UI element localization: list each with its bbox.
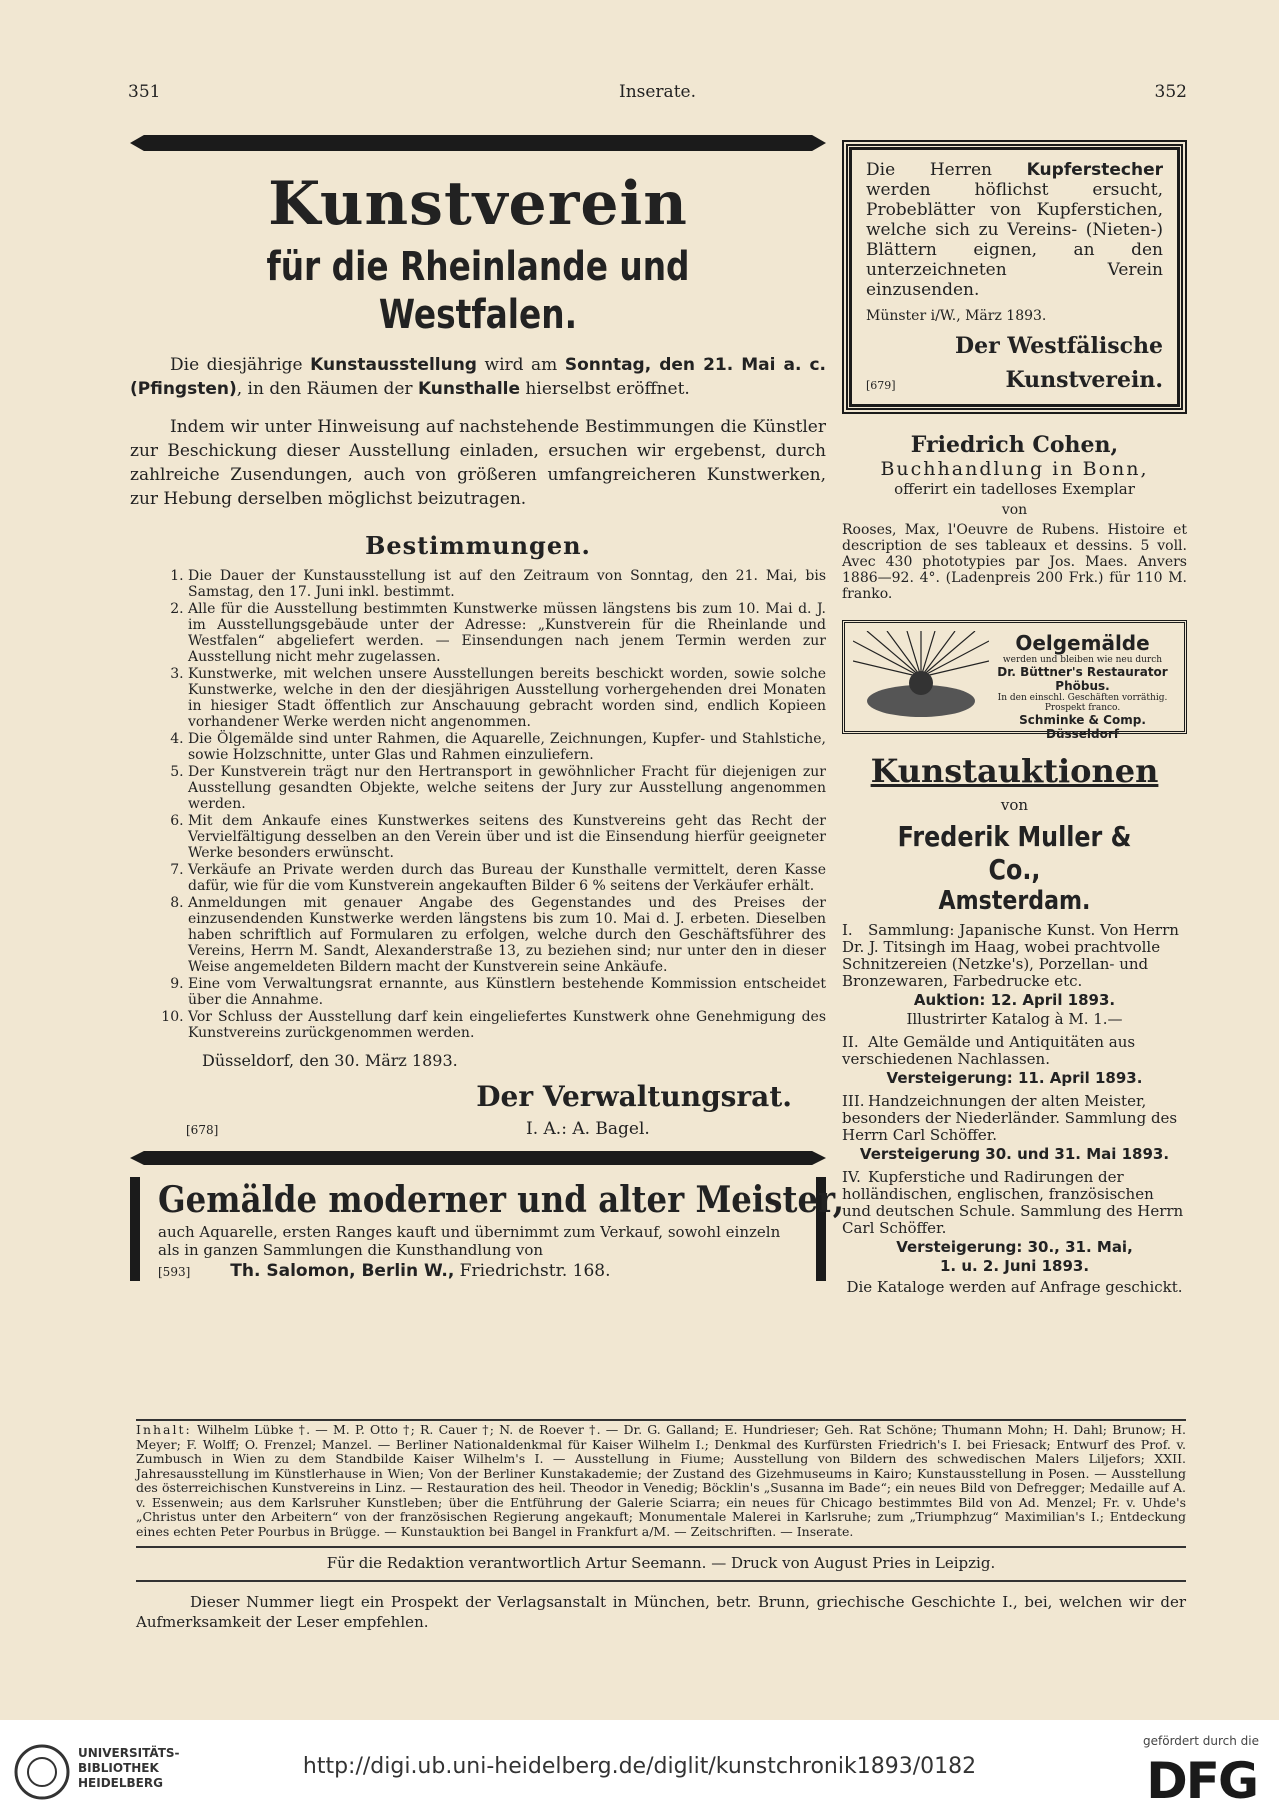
editorial-line: Für die Redaktion verantwortlich Artur Seemann. — Druck von August Pries in Leipzig. <box>326 1554 996 1572</box>
page-number-left: 351 <box>128 82 161 102</box>
meister-address: [593] Th. Salomon, Berlin W., Friedrichstr. 168. <box>158 1261 611 1281</box>
dfg-logo: DFG <box>1146 1752 1257 1810</box>
rule-middle <box>136 1546 1186 1548</box>
cohen-name: Friedrich Cohen, <box>910 432 1119 458</box>
list-item: 8. Anmeldungen mit genauer Angabe des Gegenstandes und des Preises der einzusendenden Kunstwerke werden längstens bis zum 10. Mai d. J. erbeten. Dieselben haben schriftlich auf Formularen zu erfolgen, welche durch den Geschäftsführer des Vereins, Herrn M. Sandt, Alexanderstraße 13, zu beziehen sind; nur unter den in dieser Weise angemeldeten Bildern macht der Kunstverein seine Ankäufe. <box>188 895 826 975</box>
rooses-entry: Rooses, Max, l'Oeuvre de Rubens. Histoire et description de ses tableaux et dessins. 5 voll. Avec 430 phototypies par Jos. Maes. Anvers 1886—92. 4°. (Ladenpreis 200 Frk.) für 110 M. franko. <box>842 522 1187 602</box>
oel-firm: Schminke & Comp. Düsseldorf <box>1019 713 1146 741</box>
meister-body: auch Aquarelle, ersten Ranges kauft und übernimmt zum Verkauf, sowohl einzeln als in ganzen Sammlungen die Kunsthandlung von <box>158 1223 781 1259</box>
oel-sub: werden und bleiben wie neu durch <box>1002 655 1163 665</box>
running-title: Inserate. <box>618 82 696 102</box>
cohen-subtitle: Buchhandlung in Bonn, <box>880 458 1149 480</box>
banner-rule-bottom <box>130 1151 826 1165</box>
signature-title: Der Verwaltungsrat. <box>476 1080 792 1113</box>
list-item: II. Alte Gemälde und Antiquitäten aus verschiedenen Nachlassen. Versteigerung: 11. April 1893. <box>842 1033 1143 1087</box>
page-number-right: 352 <box>1154 82 1187 102</box>
intro-paragraph: Die diesjährige Kunstausstellung wird am Sonntag, den 21. Mai a. c. (Pfingsten), in den Räumen der Kunsthalle hierselbst eröffnet. <box>130 355 826 399</box>
sunburst-illustration <box>853 631 989 723</box>
contents-block: Inhalt: Wilhelm Lübke †. — M. P. Otto †; R. Cauer †; N. de Roever †. — Dr. G. Galland; E. Hundrieser; Geh. Rat Schöne; Thumann Mohn; H. Dahl; Brunow; H. Meyer; F. Wolff; O. Frenzel; Manzel. — Berliner Nationaldenkmal für Kaiser Wilhelm I.; Denkmal des Kurfürsten Friedrich's I. bei Friesack; Entwurf des Prof. v. Zumbusch in Wien zu dem Standbilde Kaiser Wilhelm's I. — Ausstellung in Fiume; Ausstellung von Bildern des schwedischen Malers Liljefors; XXII. Jahresausstellung im Künstlerhause in Wien; Von der Berliner Kunstakademie; der Zustand des Gizehmuseums in Kairo; Kunstausstellung in Posen. — Ausstellung des österreichischen Kunstvereins in Linz. — Restauration des heil. Theodor in Venedig; Böcklin's „Susanna im Bade“; ein neues Bild von Defregger; Medaille auf A. v. Essenwein; aus dem Karlsruher Kunstleben; über die Entführung der Galerie Sciarra; ein neues für Chicago bestimmtes Bild von Ad. Menzel; Fr. v. Uhde's „Christus unter den Arbeitern“ von der französischen Regierung angekauft; Monumentale Malerei in Karlsruhe; zum „Triumphzug“ Maximilian's I.; Entdeckung eines echten Peter Pourbus in Brügge. — Kunstauktion bei Bangel in Frankfurt a/M. — Zeitschriften. — Inserate. <box>136 1422 1186 1539</box>
rules-list <box>130 568 826 1041</box>
catalog-note: Die Kataloge werden auf Anfrage geschickt. <box>846 1278 1183 1296</box>
list-item: 2. Alle für die Ausstellung bestimmten Kunstwerke müssen längstens bis zum 10. Mai d. J. im Ausstellungsgebäude unter der Adresse: „Kunstverein für die Rheinlande und Westfalen“ abgeliefert werden. — Einsendungen nach jenem Termin werden zur Ausstellung nicht mehr zugelassen. <box>188 601 826 665</box>
oel-text <box>989 631 1176 741</box>
cohen-von: von <box>1001 502 1028 518</box>
meister-title: Gemälde moderner und alter Meister, <box>158 1179 845 1221</box>
running-header <box>128 82 1187 106</box>
source-url-link[interactable]: http://digi.ub.uni-heidelberg.de/diglit/kunstchronik1893/0182 <box>302 1754 977 1779</box>
list-item: 10. Vor Schluss der Ausstellung darf kein eingeliefertes Kunstwerk ohne Genehmigung des Kunstvereins zurückgenommen werden. <box>188 1009 826 1041</box>
list-item: 4. Die Ölgemälde sind unter Rahmen, die Aquarelle, Zeichnungen, Kupfer- und Stahlstiche, sowie Holzschnitte, unter Glas und Rahmen einzuliefern. <box>188 731 826 763</box>
ad-reference: [678] <box>186 1123 219 1137</box>
ka-title: Kunstauktionen <box>870 752 1159 790</box>
rule-bottom <box>136 1580 1186 1582</box>
supplement-note: Dieser Nummer liegt ein Prospekt der Verlagsanstalt in München, betr. Brunn, griechische Geschichte I., bei, welchen wir der Aufmerksamkeit der Leser empfehlen. <box>136 1593 1186 1631</box>
list-item: IV. Kupferstiche und Radirungen der holländischen, englischen, französischen und deutschen Schule. Sammlung des Herrn Carl Schöffer. Versteigerung: 30., 31. Mai, 1. u. 2. Juni 1893. <box>842 1168 1184 1275</box>
ka-von: von <box>1000 796 1029 814</box>
ka-firm: Frederik Muller & Co., <box>897 820 1132 886</box>
list-item: 3. Kunstwerke, mit welchen unsere Ausstellungen bereits beschickt worden, sowie solche Kunstwerke, welche in den der diesjährigen Ausstellung vorhergehenden drei Monaten in hiesiger Stadt öffentlich zur Anschauung gebracht worden sind, endlich Kopieen vorhandener Werke werden nicht angenommen. <box>188 666 826 730</box>
funding-label: gefördert durch die <box>1143 1734 1259 1748</box>
oel-title: Oelgemälde <box>1015 631 1150 655</box>
box-org-line2: [679] Kunstverein. <box>866 367 1163 393</box>
oel-name: Dr. Büttner's Restaurator Phöbus. <box>997 665 1168 693</box>
cohen-offer: offerirt ein tadelloses Exemplar <box>894 480 1135 498</box>
oelgemaelde-ad <box>842 620 1187 741</box>
cohen-ad <box>842 432 1187 518</box>
box-org-line1: Der Westfälische <box>955 333 1163 359</box>
kunstverein-subtitle: für die Rheinlande und Westfalen. <box>266 244 690 338</box>
rule-top <box>136 1419 1186 1421</box>
banner-rule <box>130 135 826 151</box>
kupferstecher-ad: Die Herren Kupferstecher werden höflichst ersucht, Probeblätter von Kupferstichen, welche sich zu Vereins- (Nieten-) Blättern eignen, an den unterzeichneten Verein einzusenden. Münster i/W., März 1893. Der Westfälische [679] Kunstverein. <box>842 140 1187 414</box>
box-place-date: Münster i/W., März 1893. <box>866 308 1047 324</box>
right-column <box>842 140 1187 1296</box>
digitization-footer <box>0 1720 1279 1816</box>
list-item: 1. Die Dauer der Kunstausstellung ist auf den Zeitraum von Sonntag, den 21. Mai, bis Samstag, den 17. Juni inkl. bestimmt. <box>188 568 826 600</box>
place-date: Düsseldorf, den 30. März 1893. <box>202 1051 458 1070</box>
left-column <box>130 135 845 1281</box>
ka-city: Amsterdam. <box>938 886 1091 916</box>
meister-ad <box>130 1177 845 1281</box>
list-item: 9. Eine vom Verwaltungsrat ernannte, aus Künstlern bestehende Kommission entscheidet über die Annahme. <box>188 976 826 1008</box>
kunstauktionen-ad <box>842 752 1187 916</box>
section-heading: Bestimmungen. <box>365 531 591 560</box>
list-item: 5. Der Kunstverein trägt nur den Hertransport in gewöhnlicher Fracht für diejenigen zur Ausstellung gesandten Objekte, welche seitens der Jury zur Ausstellung angenommen werden. <box>188 764 826 812</box>
list-item: 7. Verkäufe an Private werden durch das Bureau der Kunsthalle vermittelt, deren Kasse dafür, wie für die vom Kunstverein angekauften Bilder 6 % seitens der Verkäufer erhält. <box>188 862 826 894</box>
signature-row <box>130 1119 826 1139</box>
signature-name: I. A.: A. Bagel. <box>526 1119 650 1139</box>
list-item: I. Sammlung: Japanische Kunst. Von Herrn Dr. J. Titsingh im Haag, wobei prachtvolle Schnitzereien (Netzke's), Porzellan- und Bronzewaren, Farbedrucke etc. Auktion: 12. April 1893. Illustrirter Katalog à M. 1.— <box>842 921 1179 1028</box>
auction-list <box>842 922 1187 1296</box>
oel-note: In den einschl. Geschäften vorräthig. Prospekt franco. <box>997 693 1168 713</box>
library-name: UNIVERSITÄTS- BIBLIOTHEK HEIDELBERG <box>78 1746 180 1790</box>
invitation-paragraph: Indem wir unter Hinweisung auf nachstehende Bestimmungen die Künstler zur Beschickung dieser Ausstellung einladen, ersuchen wir ergebenst, durch zahlreiche Zusendungen, auch von größeren umfangreicheren Kunstwerken, zur Hebung derselben möglichst beizutragen. <box>130 417 826 509</box>
list-item: III. Handzeichnungen der alten Meister, besonders der Niederländer. Sammlung des Herrn Carl Schöffer. Versteigerung 30. und 31. Mai 1893. <box>842 1092 1178 1163</box>
kunstverein-title: Kunstverein <box>268 169 688 239</box>
list-item: 6. Mit dem Ankaufe eines Kunstwerkes seitens des Kunstvereins geht das Recht der Vervielfältigung desselben an den Verein über und ist die Einsendung hierfür geeigneter Werke besonders erwünscht. <box>188 813 826 861</box>
